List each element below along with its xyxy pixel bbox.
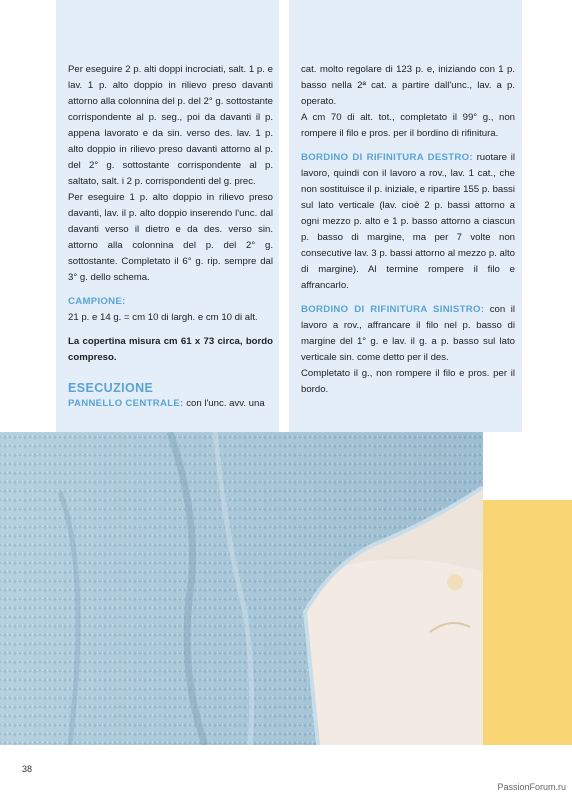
paragraph-final: Completato il g., non rompere il filo e pros. per il bordo. [301, 368, 515, 395]
paragraph-crossed-stitch: Per eseguire 2 p. alti doppi incrociati, salt. 1 p. e lav. 1 p. alto doppio in rilievo preso davanti attorno alla colonnina del p. del 2° g. sottostante corrispondente al p. seg., poi da davanti il p. appena lavorato e da sin. verso des. lav. 1 p. alto doppio in rilievo preso davanti attorno al p. del 2° g. sottostante corrispondente al p. saltato, salt. i 2 p. corrispondenti del g. prec. [68, 64, 273, 187]
destro-paragraph [301, 150, 515, 294]
blanket-photo [0, 432, 483, 745]
esecuzione-heading: ESECUZIONE [68, 381, 154, 395]
pannello-paragraph [68, 396, 273, 412]
campione-heading: CAMPIONE: [68, 296, 126, 307]
paragraph-relief-stitch: Per eseguire 1 p. alto doppio in rilievo preso davanti, lav. il p. alto doppio inserendo l'unc. dal davanti verso il dietro e da des. verso sin. attorno alla colonnina del p. del 2° g. sottostante. Completato il 6° g. rip. sempre dal 3° g. dello schema. [68, 192, 273, 283]
left-text-column [68, 62, 273, 412]
sinistro-heading: BORDINO DI RIFINITURA SINISTRO: [301, 304, 485, 315]
sinistro-text: con il lavoro a rov., affrancare il filo nel p. basso di margine del 1° g. e lav. il g. a p. basso sul lato verticale sin. come detto per il des. [301, 304, 516, 363]
campione-text: 21 p. e 14 g. = cm 10 di largh. e cm 10 di alt. [68, 312, 258, 323]
right-text-column [301, 62, 515, 398]
pannello-heading: PANNELLO CENTRALE: [68, 398, 184, 409]
pannello-text: con l'unc. avv. una [183, 398, 265, 409]
size-text: La copertina misura cm 61 x 73 circa, bordo compreso. [68, 336, 273, 363]
blanket-illustration [0, 432, 483, 745]
yellow-accent-block [483, 500, 572, 745]
paragraph-completion: A cm 70 di alt. tot., completato il 99° g., non rompere il filo e pros. per il bordino di rifinitura. [301, 112, 515, 139]
page-number: 38 [22, 764, 33, 774]
sinistro-paragraph [301, 302, 515, 366]
watermark: PassionForum.ru [497, 782, 566, 792]
destro-text: ruotare il lavoro, quindi con il lavoro a rov., lav. 1 cat., che non sostituisce il p. iniziale, e ripartire 155 p. bassi sul lato verticale (lav. cioè 2 p. bassi attorno a ogni mezzo p. alto e 1 p. basso attorno a ciascun p. basso di margine, ma per 7 volte non consecutive lav. 3 p. bassi attorno al mezzo p. alto di margine). Al termine rompere il filo e affrancarlo. [301, 152, 515, 291]
destro-heading: BORDINO DI RIFINITURA DESTRO: [301, 152, 473, 163]
paragraph-chain-start: cat. molto regolare di 123 p. e, iniziando con 1 p. basso nella 2ª cat. a partire dall'unc., lav. a p. operato. [301, 64, 515, 107]
